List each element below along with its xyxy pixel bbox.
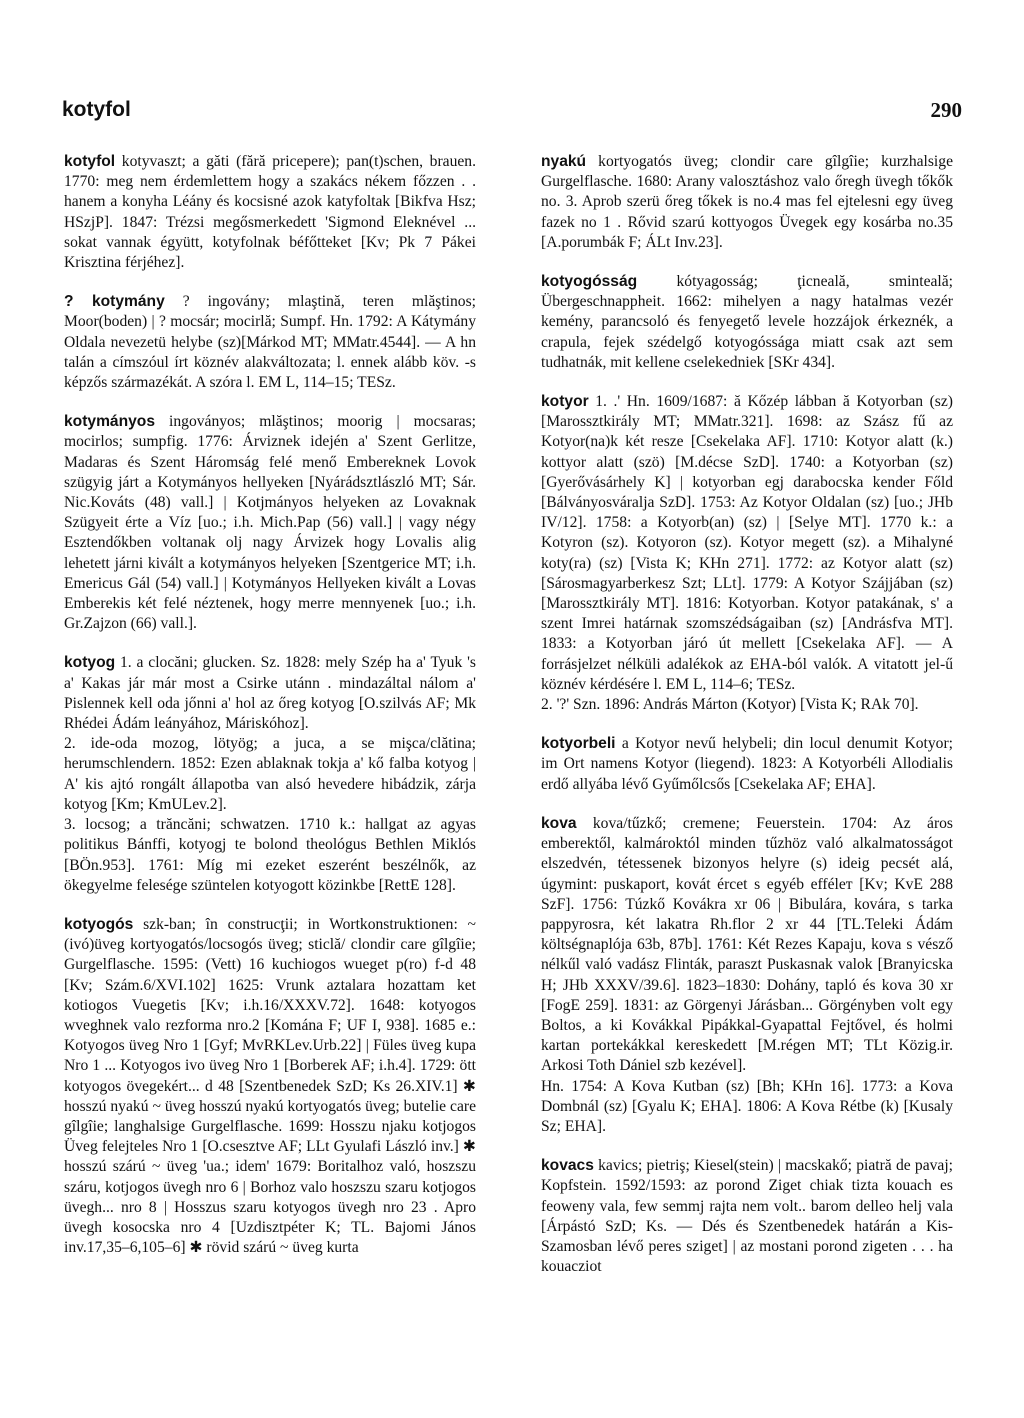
entry-headword: kotyorbeli: [541, 735, 616, 753]
entry-kovacs: [541, 1156, 953, 1277]
entry-kotyfol: [64, 152, 476, 273]
entry-headword: kotymányos: [64, 413, 155, 431]
entry-headword: kotyor: [541, 393, 589, 411]
entry-headword: kovacs: [541, 1157, 594, 1175]
entry-headword: kotyog: [64, 654, 116, 672]
entry-kova: [541, 814, 953, 1137]
entry-kotyog: [64, 653, 476, 895]
entry-paragraph: kotymányos ingoványos; mlăştinos; moorig | mocsaras; mocirlos; sumpfig. 1776: Árviznek idején a' Szent Gerlitze, Madaras és Szent Háromság felé menő Embereknek Lovok szügyig járt a Kotymányos hellyeken [Nyárádsztlászló MT; Sár. Nic.Kováts (48) vall.] | Kotjmányos helyeken az Lovaknak Szügyeit érte a Víz [uo.; i.h. Mich.Pap (56) vall.] | vagy négy Esztendőkben voltanak olj nagy Árvizek hogy Lovalis alig lehetett járni kivált a kotymányos helyeken [Szentgerice MT; i.h. Emericus Gál (54) vall.] | Kotymányos Hellyeken kivált a Lovas Emberekis két felé néztenek, hogy merre mennyenek [uo.; i.h. Gr.Zajzon (66) vall.].: [64, 413, 476, 633]
entry-paragraph: kova kova/tűzkő; cremene; Feuerstein. 1704: Az áros emberektől, kalmároktól minden tűzhöz való alkalmatosságot elszedvén, tétessenek bizonyos helyre (s) ideig pecsét alá, úgymint: puskaport, kovát ércet s egyéb efféleт [Kv; KvE 288 SzF]. 1756: Túzkő Kovákra xr 06 | Bibulára, kovára, s tarka pappyrosra, két lakatra Rh.flor 2 xr 44 [TL.Teleki Ádám költségnaplója 63b, 87b]. 1761: Két Rezes Kapaju, kova s vésző nélkűl való vadász Flinták, paraszt Puskasnak valok [Branyicska H; JHb XXXV/39.6]. 1823–1830: Dohány, tapló és kova 30 xr [FogE 259]. 1831: az Görgenyi Járásban... Görgényben volt egy Boltos, a ki Kovákkal Pipákkal-Gyapattal Fejtővel, és holmi kartan portekákkal kereskedett [M.régen MT; TLt Közig.ir. Arkosi Toth Dániel szb kezével].: [541, 814, 953, 1075]
entry-paragraph: kotyogós szk-ban; în construcţii; in Wortkonstruktionen: ~ (ivó)üveg kortyogatós/locsogós üveg; sticlă/ clondir care gîlgîie; Gurgelflasche. 1595: (Vett) 16 kuchiogos wueget p(ro) f-d 48 [Kv; Szám.6/XVI.102] 1625: Vrunk aztalara hozattam ket kotiogos Vuegetis [Kv; i.h.16/XXXV.72]. 1648: kotyogos wveghnek valo rezforma nro.2 [Kománа F; UF I, 938]. 1685 e.: Kotyogos üveg Nro 1 [Gyf; MvRKLev.Urb.22] | Füles üveg kupa Nro 1 ... Kotyogos ivo üveg Nro 1 [Borberek AF; i.h.4]. 1729: ött kotyogos övegekért... d 48 [Szentbenedek SzD; Ks 26.XIV.1] ✱ hosszú nyakú ~ üveg hosszú nyakú kortyogatós üveg; butelie care gîlgîie; langhalsige Gurgelflasche. 1699: Hosszu njaku kotjogos Üveg felejteles Nro 1 [O.csesztve AF; LLt Gyulafi László inv.] ✱ hosszú szárú ~ üveg 'ua.; idem' 1679: Boritalhoz való, hoszszu száru, kotjogos üvegh nro 6 | Borhoz valo hoszszu szaru kotjogos üvegh... nro 8 | Hosszus szaru kotyogos üvegh nro 23 . Apro üvegh kosocska nro 4 [Uzdisztpéter K; TL. Bajomi János inv.17,35–6,105–6] ✱ rövid szárú ~ üveg kurta: [64, 915, 476, 1257]
entry-paragraph: kotyorbeli a Kotyor nevű helybeli; din locul denumit Kotyor; im Ort namens Kotyor (liegend). 1823: A Kotyorbéli Allodialis erdő allyába lévő Gyűmőlcsős [Csekelaka AF; EHA].: [541, 735, 953, 793]
entry-paragraph: kovacs kavics; pietriş; Kiesel(stein) | macskakő; piatră de pavaj; Kopfstein. 1592/1593: az porond Ziget chiak tizta kouach es feoweny vala, few semmj rajta nem volt.. barom delleo helj vala [Árpástó SzD; Ks. — Dés és Szentbenedek határán a Kis-Szamosban lévő peres sziget] | az mostani porond zigeten . . . ha kouacziot: [541, 1157, 953, 1276]
entry-kotyor: [541, 392, 953, 715]
entry-kotyogossag: [541, 272, 953, 373]
entry-paragraph: nyakú kortyogatós üveg; clondir care gîlgîie; kurzhalsige Gurgelflasche. 1680: Arany valosztáshoz valo őregh üvegh tőkők no. 3. Aprob szerü őreg tőkek is no.4 mas fel ejtelesni egy üveg fazek no 1 . Rővid szarú kottyogos Üvegek egy kosárba no.35 [A.porumbák F; ÁLt Inv.23].: [541, 153, 953, 251]
entry-paragraph: kotyogósság kótyagosság; ţicneală, sminteală; Übergeschnappheit. 1662: mihelyen a nagy hatalmas vezér kemény, parancsoló és fenyegető levele hozzájok érkeznék, a crapula, fejek szédelgő kotyogóssága miatt csak azt sem tudhatnák, mit kellene cselekedniek [SKr 434].: [541, 273, 953, 371]
entry-paragraph: kotyor 1. .' Hn. 1609/1687: ă Kőzép lábban ă Kotyorban (sz) [Marossztkirály MT; MMatr.321]. 1698: az Szász fű az Kotyor(na)k két resze [Csekelaka AF]. 1710: Kotyor alatt (k.) kottyor alatt (szö) [M.décse SzD]. 1740: a Kotyorban (sz) [Gyerővásárhely K] | kotyorban egj darabocska kender Főld [Bálványosváralja SzD]. 1753: Az Kotyor Oldalan (sz) [uo.; JHb IV/12]. 1758: a Kotyorb(an) (sz) | [Selye MT]. 1770 k.: a Kotyron (sz). Kotyoron (sz). Kotyor megett (sz). a Mihalyné koty(ra) (sz) [Vista K; KHn 271]. 1772: az Kotyor alatt (sz) [Sárosmagyarberkesz Szt; LLt]. 1779: A Kotyor Szájjában (sz) [Marossztkirály MT]. 1816: Kotyorban. Kotyor patakának, s' a szent Imrei határnak szomszédságaiban (sz) [Andrásfva MT]. 1833: a Kotyorban járó út mellett [Csekelaka AF]. — A forrásjelzet nélküli adalékok az EHA-ból valók. A vitatott jel-ű köznév kérdésére l. EM L, 114–6; TESz.: [541, 393, 953, 693]
page-header: [62, 98, 962, 130]
entry-kotyorbeli: [541, 734, 953, 795]
entry-headword: kotyogós: [64, 915, 134, 933]
entry-kotymanyos: [64, 412, 476, 634]
entry-paragraph: 2. ide-oda mozog, lötyög; a juca, a se mişca/clătina; herumschlendern. 1852: Ezen ablaknak tokja a' kő falba kotyog | A' kis ajtó rongált állapotba van alsó hevedere hibádzik, zárja kotyog [Km; KmULev.2].: [64, 735, 476, 813]
entry-paragraph: 2. '?' Szn. 1896: András Márton (Kotyor) [Vista K; RAk 70].: [541, 696, 919, 714]
page-number: 290: [930, 98, 962, 122]
entry-paragraph: kotyfol kotyvaszt; a găti (fără pricepere); pan(t)schen, brauen. 1770: meg nem érdemlettem hogy a szakács nékem főzzen . . hanem a konyha Léány és kocsisné azok katyfoltak [Bikfva Hsz; HSzjP]. 1847: Trézsi megősmerkedett 'Sigmond Eleknével ... sokat vannak égyütt, kotyfolnak béfőtteket [Kv; Pk 7 Pákei Krisztina férjéhez].: [64, 153, 476, 272]
entry-paragraph: ? kotymány ? ingovány; mlaştină, teren mlăştinos; Moor(boden) | ? mocsár; mocirlă; Sumpf. Hn. 1792: A Kátymány Oldala nevezetü helybe (sz)[Márkod MT; MMatr.4544]. — A hn talán a címszóul írt köznév alakváltozata; l. ennek alább köv. -s képzős származékát. A szóra l. EM L, 114–15; TESz.: [64, 293, 476, 392]
entry-paragraph: Hn. 1754: A Kova Kutban (sz) [Bh; KHn 16]. 1773: a Kova Dombnál (sz) [Gyalu K; EHA]. 1806: A Kova Rétbe (k) [Kusaly Sz; EHA].: [541, 1077, 953, 1135]
right-column: [541, 152, 953, 1296]
entry-headword: kova: [541, 814, 577, 832]
entry-paragraph: kotyog 1. a clocăni; glucken. Sz. 1828: mely Szép ha a' Tyuk 's a' Kakas jár már most a Csirke utánn . mindazáltal nálom a' Pislennek kell oda jőnni a' hol az őreg kotyog [O.szilvás AF; Mk Rhédei Ádám leányához, Máriskóhoz].: [64, 654, 476, 733]
entry-headword: kotyfol: [64, 153, 116, 170]
entry-kotyogos-continued: [541, 152, 953, 253]
entry-paragraph: 3. locsog; a trăncăni; schwatzen. 1710 k.: hallgat az agyas politikus Bánffi, kotyogj te bolond theológus Bethlen Miklós [BÖn.953]. 1761: Míg mi ezeket eszerént beszélnők, az ökegyelme felesége szüntelen kotyogott közinkbe [RettE 128].: [64, 816, 476, 894]
entry-headword: ? kotymány: [64, 293, 165, 311]
running-headword: kotyfol: [62, 98, 131, 121]
entry-kotymany: [64, 292, 476, 393]
entry-headword: kotyogósság: [541, 273, 638, 291]
entry-headword: nyakú: [541, 153, 587, 170]
entry-kotyogos: [64, 915, 476, 1258]
left-column: [64, 152, 476, 1277]
